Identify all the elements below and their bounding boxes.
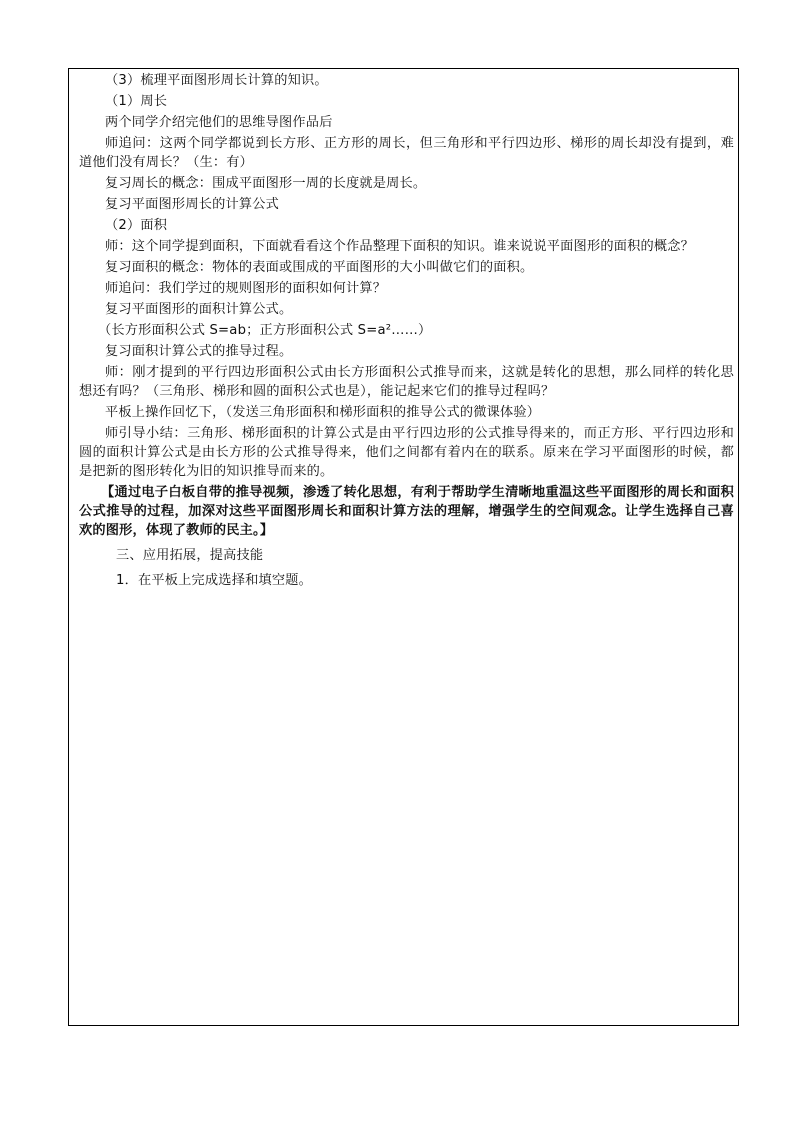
document-body xyxy=(79,71,734,592)
paragraph-section-heading: （3）梳理平面图形周长计算的知识。 xyxy=(105,73,328,88)
paragraph: 师追问：这两个同学都说到长方形、正方形的周长，但三角形和平行四边形、梯形的周长却没有提到，难道他们没有周长？（生：有） xyxy=(79,136,734,170)
paragraph-section-three-heading: 三、应用拓展，提高技能 xyxy=(116,548,264,563)
paragraph: 复习平面图形周长的计算公式 xyxy=(105,197,280,212)
paragraph-subheading-perimeter: （1）周长 xyxy=(105,94,168,109)
paragraph: 师追问：我们学过的规则图形的面积如何计算？ xyxy=(105,281,387,296)
paragraph-commentary: 【通过电子白板自带的推导视频，渗透了转化思想，有利于帮助学生清晰地重温这些平面图形的周长和面积公式推导的过程，加深对这些平面图形周长和面积计算方法的理解，增强学生的空间观念。让学生选择自己喜欢的图形，体现了教师的民主。】 xyxy=(79,485,734,538)
paragraph: 两个同学介绍完他们的思维导图作品后 xyxy=(105,115,333,130)
paragraph: 复习面积的概念：物体的表面或围成的平面图形的大小叫做它们的面积。 xyxy=(105,260,534,275)
paragraph: 复习面积计算公式的推导过程。 xyxy=(105,344,293,359)
paragraph: 师：这个同学提到面积，下面就看看这个作品整理下面积的知识。谁来说说平面图形的面积的概念？ xyxy=(105,239,695,254)
paragraph-subheading-area: （2）面积 xyxy=(105,218,168,233)
paragraph: 平板上操作回忆下，（发送三角形面积和梯形面积的推导公式的微课体验） xyxy=(105,405,541,420)
paragraph: 师引导小结：三角形、梯形面积的计算公式是由平行四边形的公式推导得来的，而正方形、平行四边形和圆的面积计算公式是由长方形的公式推导得来，他们之间都有着内在的联系。原来在学习平面图形的时候，都是把新的图形转化为旧的知识推导而来的。 xyxy=(79,426,734,479)
paragraph: 复习平面图形的面积计算公式。 xyxy=(105,302,293,317)
paragraph-formula: （长方形面积公式 S=ab；正方形面积公式 S=a²……） xyxy=(98,323,432,338)
paragraph: 复习周长的概念：围成平面图形一周的长度就是周长。 xyxy=(105,176,427,191)
paragraph-list-item: 1．在平板上完成选择和填空题。 xyxy=(116,573,313,588)
paragraph: 师：刚才提到的平行四边形面积公式由长方形面积公式推导而来，这就是转化的思想，那么同样的转化思想还有吗？（三角形、梯形和圆的面积公式也是），能记起来它们的推导过程吗？ xyxy=(79,365,734,399)
document-frame xyxy=(68,68,739,1026)
